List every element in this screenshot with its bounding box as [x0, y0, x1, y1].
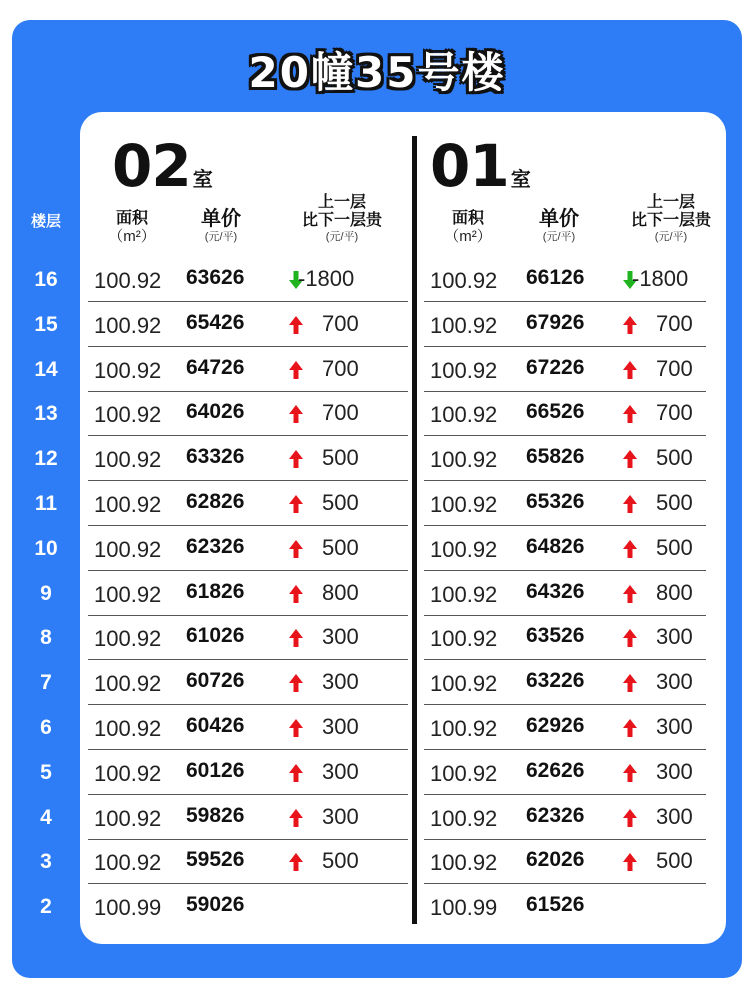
arrow-up-icon — [622, 539, 638, 559]
diff-header-unit: (元/平) — [325, 231, 359, 243]
price-diff-value: 700 — [656, 310, 693, 336]
diff-header-line1: 上一层 — [646, 194, 695, 211]
unit-price-value: 66526 — [526, 400, 585, 424]
table-row — [88, 661, 408, 705]
arrow-up-icon — [622, 494, 638, 514]
unit-price-value: 60426 — [186, 714, 245, 737]
floor-number: 12 — [34, 447, 58, 471]
price-diff-value: 300 — [656, 803, 693, 829]
unit-price-value: 60126 — [186, 758, 245, 782]
area-value: 100.92 — [94, 447, 162, 473]
price-header-label: 单价 — [539, 208, 579, 230]
table-row — [88, 751, 408, 795]
room-divider — [412, 136, 417, 924]
price-diff-value: 700 — [322, 400, 359, 426]
price-diff-value: 800 — [656, 579, 693, 605]
unit-price-value: 65826 — [526, 445, 585, 469]
unit-price-value: 62826 — [186, 490, 245, 513]
area-value: 100.92 — [430, 402, 498, 428]
area-value: 100.92 — [430, 581, 498, 607]
table-row — [88, 527, 408, 571]
arrow-up-icon — [622, 718, 638, 738]
diff-header-line2: 比下一层贵 — [630, 212, 711, 229]
area-header-label: 面积 — [115, 210, 148, 227]
area-value: 100.99 — [430, 895, 498, 921]
room-suffix: 室 — [192, 169, 213, 191]
price-header — [524, 208, 594, 244]
table-row — [88, 840, 408, 884]
floor-number: 3 — [40, 850, 52, 874]
price-header-unit: (元/平) — [542, 231, 576, 243]
table-row — [424, 840, 706, 884]
table-row — [88, 572, 408, 616]
area-header-label: 面积 — [451, 210, 484, 227]
unit-price-value: 59826 — [186, 803, 245, 827]
floor-number: 5 — [40, 760, 52, 784]
price-diff-value: 500 — [322, 534, 359, 560]
area-value: 100.92 — [94, 312, 162, 338]
area-value: 100.92 — [430, 626, 498, 652]
area-value: 100.92 — [94, 402, 162, 428]
area-value: 100.92 — [94, 492, 162, 517]
floor-number: 8 — [40, 626, 52, 650]
area-value: 100.92 — [430, 805, 498, 831]
price-diff-value: 500 — [656, 445, 693, 471]
table-row — [424, 885, 706, 929]
price-header — [186, 208, 256, 244]
unit-price-value: 62926 — [526, 714, 585, 737]
price-diff-value: 500 — [322, 848, 359, 874]
area-value: 100.92 — [430, 312, 498, 338]
arrow-up-icon — [288, 449, 304, 469]
price-diff-value: 500 — [322, 445, 359, 471]
table-row — [88, 706, 408, 750]
floor-number: 2 — [40, 895, 52, 919]
area-value: 100.92 — [94, 268, 162, 293]
table-row — [424, 616, 706, 660]
table-row — [424, 796, 706, 840]
table-row — [424, 348, 706, 392]
unit-price-value: 65426 — [186, 310, 245, 334]
arrow-up-icon — [288, 763, 304, 783]
arrow-up-icon — [622, 808, 638, 828]
room-suffix: 室 — [510, 169, 531, 191]
arrow-up-icon — [622, 628, 638, 648]
room-01-label — [430, 132, 531, 200]
price-diff-value: 300 — [656, 714, 693, 739]
floor-number: 4 — [40, 805, 52, 829]
table-row — [88, 303, 408, 347]
arrow-up-icon — [622, 360, 638, 380]
floor-number: 13 — [34, 402, 58, 426]
table-row — [424, 392, 706, 436]
price-diff-value: 300 — [322, 669, 359, 695]
price-diff-value: 300 — [322, 714, 359, 739]
arrow-up-icon — [288, 673, 304, 693]
area-value: 100.92 — [430, 760, 498, 786]
unit-price-value: 60726 — [186, 669, 245, 693]
unit-price-value: 64826 — [526, 534, 585, 558]
diff-header-unit: (元/平) — [654, 231, 688, 243]
area-value: 100.92 — [430, 268, 498, 293]
floor-number: 6 — [40, 716, 52, 739]
floor-number: 14 — [34, 357, 58, 381]
unit-price-value: 63326 — [186, 445, 245, 469]
room-02-label — [112, 132, 213, 200]
area-header-unit: （m²） — [444, 228, 492, 245]
area-value: 100.92 — [94, 805, 162, 831]
unit-price-value: 63226 — [526, 669, 585, 693]
area-header — [100, 210, 164, 246]
price-header-unit: (元/平) — [204, 231, 238, 243]
diff-header-line2: 比下一层贵 — [301, 212, 382, 229]
arrow-up-icon — [288, 628, 304, 648]
diff-header-line1: 上一层 — [317, 194, 366, 211]
price-diff-value: 700 — [322, 310, 359, 336]
arrow-up-icon — [288, 494, 304, 514]
arrow-up-icon — [288, 404, 304, 424]
diff-header — [282, 194, 402, 244]
area-value: 100.92 — [94, 850, 162, 876]
area-value: 100.92 — [94, 760, 162, 786]
unit-price-value: 67926 — [526, 310, 585, 334]
arrow-up-icon — [288, 315, 304, 335]
arrow-up-icon — [622, 852, 638, 872]
unit-price-value: 62026 — [526, 848, 585, 872]
arrow-up-icon — [622, 449, 638, 469]
table-row — [88, 796, 408, 840]
area-value: 100.92 — [94, 536, 162, 562]
price-diff-value: 300 — [656, 758, 693, 784]
floor-column-header: 楼层 — [30, 213, 61, 230]
arrow-up-icon — [622, 673, 638, 693]
price-diff-value: 500 — [656, 534, 693, 560]
floor-number: 16 — [34, 268, 58, 291]
price-diff-value: -1800 — [298, 266, 355, 291]
arrow-up-icon — [288, 584, 304, 604]
price-diff-value: 500 — [656, 490, 693, 515]
arrow-up-icon — [288, 852, 304, 872]
price-diff-value: -1800 — [632, 266, 689, 291]
unit-price-value: 64026 — [186, 400, 245, 424]
area-value: 100.92 — [94, 357, 162, 383]
area-value: 100.92 — [94, 671, 162, 697]
floor-number: 11 — [34, 492, 58, 515]
arrow-up-icon — [622, 315, 638, 335]
floor-number: 10 — [34, 536, 58, 560]
area-value: 100.92 — [430, 716, 498, 741]
floor-number: 15 — [34, 312, 58, 336]
table-row — [88, 348, 408, 392]
area-value: 100.92 — [430, 447, 498, 473]
table-row — [424, 303, 706, 347]
table-row — [424, 482, 706, 526]
unit-price-value: 66126 — [526, 266, 585, 289]
arrow-up-icon — [288, 360, 304, 380]
price-diff-value: 300 — [656, 669, 693, 695]
table-row — [88, 482, 408, 526]
table-row — [88, 885, 408, 929]
price-diff-value: 300 — [322, 624, 359, 650]
unit-price-value: 63626 — [186, 266, 245, 289]
unit-price-value: 63526 — [526, 624, 585, 648]
arrow-up-icon — [288, 718, 304, 738]
price-diff-value: 300 — [322, 758, 359, 784]
table-row — [88, 437, 408, 481]
arrow-up-icon — [622, 404, 638, 424]
price-diff-value: 700 — [322, 355, 359, 381]
area-header-unit: （m²） — [108, 228, 156, 245]
arrow-up-icon — [622, 584, 638, 604]
room-number: 02 — [112, 132, 191, 200]
area-value: 100.92 — [430, 357, 498, 383]
area-header — [436, 210, 500, 246]
unit-price-value: 61826 — [186, 579, 245, 603]
table-row — [424, 437, 706, 481]
unit-price-value: 59526 — [186, 848, 245, 872]
table-row — [88, 258, 408, 302]
unit-price-value: 61026 — [186, 624, 245, 648]
floor-number: 7 — [40, 671, 52, 695]
area-value: 100.92 — [94, 581, 162, 607]
arrow-up-icon — [288, 539, 304, 559]
price-diff-value: 300 — [322, 803, 359, 829]
price-header-label: 单价 — [201, 208, 241, 230]
table-row — [88, 392, 408, 436]
unit-price-value: 62326 — [186, 534, 245, 558]
unit-price-value: 67226 — [526, 355, 585, 379]
arrow-up-icon — [288, 808, 304, 828]
table-row — [424, 706, 706, 750]
price-diff-value: 500 — [656, 848, 693, 874]
page-title: 20幢35号楼 — [248, 48, 506, 97]
unit-price-value: 64726 — [186, 355, 245, 379]
unit-price-value: 62326 — [526, 803, 585, 827]
arrow-up-icon — [622, 763, 638, 783]
table-row — [424, 527, 706, 571]
table-row — [424, 661, 706, 705]
unit-price-value: 64326 — [526, 579, 585, 603]
table-row — [88, 616, 408, 660]
price-diff-value: 500 — [322, 490, 359, 515]
diff-header — [616, 194, 726, 244]
floor-number: 9 — [40, 581, 52, 605]
table-row — [424, 258, 706, 302]
price-diff-value: 700 — [656, 355, 693, 381]
price-diff-value: 800 — [322, 579, 359, 605]
room-number: 01 — [430, 132, 509, 200]
area-value: 100.92 — [94, 626, 162, 652]
unit-price-value: 62626 — [526, 758, 585, 782]
area-value: 100.92 — [430, 536, 498, 562]
table-row — [424, 751, 706, 795]
area-value: 100.99 — [94, 895, 162, 921]
area-value: 100.92 — [430, 671, 498, 697]
price-diff-value: 700 — [656, 400, 693, 426]
price-diff-value: 300 — [656, 624, 693, 650]
table-row — [424, 572, 706, 616]
unit-price-value: 61526 — [526, 893, 585, 917]
unit-price-value: 65326 — [526, 490, 585, 513]
unit-price-value: 59026 — [186, 893, 245, 917]
area-value: 100.92 — [94, 716, 162, 741]
area-value: 100.92 — [430, 492, 498, 517]
area-value: 100.92 — [430, 850, 498, 876]
